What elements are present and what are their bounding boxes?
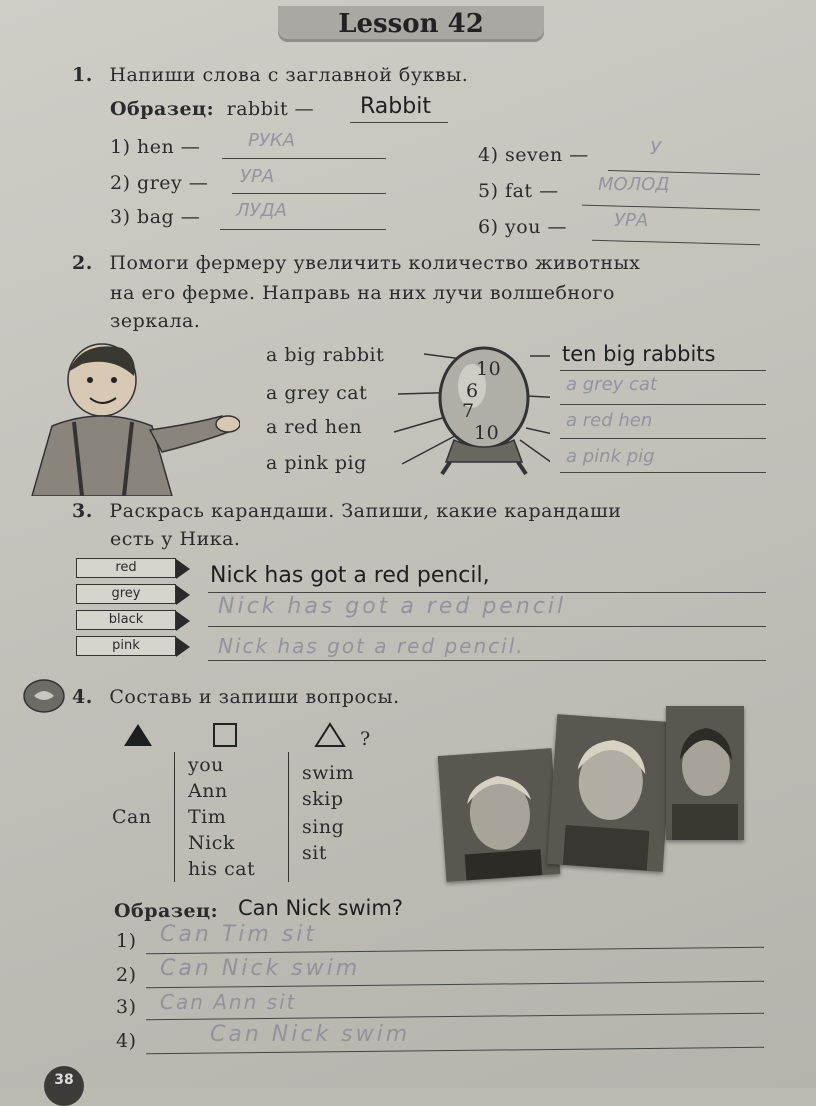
task3-sample-answer: Nick has got a red pencil, <box>210 563 490 588</box>
photo-boy-1 <box>547 714 673 872</box>
task2-answer-2: a red hen <box>566 410 653 431</box>
task1-sample-answer: Rabbit <box>360 94 431 119</box>
mirror-number-2: 6 <box>466 380 479 402</box>
task3-instruction-line1: Раскрась карандаши. Запиши, какие карандаши <box>109 500 622 522</box>
task2-phrase-3: a red hen <box>266 416 363 438</box>
pencil-grey: grey <box>76 584 176 604</box>
task2-answer-3: a pink pig <box>566 446 655 467</box>
farmer-illustration <box>22 336 240 496</box>
task4-col1-can: Can <box>112 806 152 828</box>
pencil-pink-tip <box>176 637 190 657</box>
task4-subject-4: Nick <box>188 832 235 854</box>
task4-sample-label <box>114 900 218 922</box>
task2-heading-line1 <box>72 252 640 274</box>
task2-number: 2. <box>72 252 93 274</box>
square-icon <box>214 724 236 746</box>
task2-instruction-line3: зеркала. <box>110 310 201 332</box>
task4-answer-1: Can Tim sit <box>160 922 317 947</box>
photo-girl <box>438 748 561 882</box>
task4-answer-label-1: 1) <box>116 930 137 952</box>
task1-sample <box>110 98 314 120</box>
task1-instruction: Напиши слова с заглавной буквы. <box>109 64 469 86</box>
task4-verb-2: skip <box>302 788 344 810</box>
task3-instruction-line2: есть у Ника. <box>110 528 241 550</box>
task4-verb-3: sing <box>302 816 345 838</box>
task4-verb-4: sit <box>302 842 327 864</box>
lesson-title: Lesson 42 <box>278 6 544 42</box>
task4-subject-5: his cat <box>188 858 256 880</box>
task4-sample-label-text: Образец: <box>114 900 219 922</box>
task4-subject-1: you <box>188 754 224 776</box>
pencil-grey-tip <box>176 585 190 605</box>
task1-item-2-answer: УРА <box>240 166 275 187</box>
task1-sample-word: rabbit — <box>226 98 315 120</box>
task2-phrase-4: a pink pig <box>266 452 367 474</box>
task2-instruction-line2: на его ферме. Направь на них лучи волшебного <box>110 282 615 304</box>
task1-number: 1. <box>72 64 93 86</box>
task1-item-3-label: 3) bag — <box>110 206 201 228</box>
task4-question-mark: ? <box>360 728 371 750</box>
task1-sample-label: Образец: <box>110 98 215 120</box>
mirror-number-4: 10 <box>474 422 500 444</box>
task1-item-5-label: 5) fat — <box>478 180 559 202</box>
task4-answer-label-3: 3) <box>116 996 137 1018</box>
task1-item-4-answer: У <box>650 138 661 159</box>
mirror-number-1: 10 <box>476 358 502 380</box>
task1-item-5-answer: МОЛОД <box>598 174 670 195</box>
task1-heading <box>72 64 468 86</box>
task4-sample-answer: Can Nick swim? <box>238 896 403 920</box>
task4-subject-3: Tim <box>188 806 227 828</box>
task3-number: 3. <box>72 500 93 522</box>
task3-heading-line1 <box>72 500 621 522</box>
task3-answer-2: Nick has got a red pencil. <box>218 634 525 658</box>
task1-item-1-answer: РУКА <box>248 130 295 151</box>
task1-item-4-label: 4) seven — <box>478 144 589 166</box>
fish-badge-icon <box>20 676 68 716</box>
outline-triangle-icon <box>316 724 344 746</box>
task2-sample-answer: ten big rabbits <box>562 342 716 366</box>
pencil-black-tip <box>176 611 190 631</box>
mirror-number-3: 7 <box>462 400 475 422</box>
task4-heading <box>72 686 400 708</box>
task4-answer-label-2: 2) <box>116 964 137 986</box>
task4-verb-1: swim <box>302 762 355 784</box>
task3-answer-1: Nick has got a red pencil <box>218 594 567 619</box>
task2-answer-1: a grey cat <box>566 374 658 395</box>
task1-item-1-label: 1) hen — <box>110 136 201 158</box>
task2-phrase-1: a big rabbit <box>266 344 385 366</box>
task4-answer-3: Can Ann sit <box>160 990 297 1014</box>
task2-instruction-line1: Помоги фермеру увеличить количество животных <box>109 252 641 274</box>
task2-phrase-2: a grey cat <box>266 382 368 404</box>
task4-answer-label-4: 4) <box>116 1030 137 1052</box>
task1-item-6-answer: УРА <box>614 210 649 231</box>
task1-item-3-answer: ЛУДА <box>236 200 287 221</box>
task4-answer-2: Can Nick swim <box>160 956 361 981</box>
task4-answer-4: Can Nick swim <box>210 1022 411 1047</box>
pencil-red: red <box>76 558 176 578</box>
task1-item-2-label: 2) grey — <box>110 172 209 194</box>
page-number: 38 <box>44 1066 84 1106</box>
task4-instruction: Составь и запиши вопросы. <box>109 686 400 708</box>
photo-boy-2 <box>666 706 744 840</box>
pencil-red-tip <box>176 559 190 579</box>
task1-item-6-label: 6) you — <box>478 216 567 238</box>
task4-number: 4. <box>72 686 93 708</box>
task4-symbols <box>120 722 380 752</box>
pencil-black: black <box>76 610 176 630</box>
filled-triangle-icon <box>124 724 152 746</box>
task4-subject-2: Ann <box>188 780 228 802</box>
pencil-pink: pink <box>76 636 176 656</box>
